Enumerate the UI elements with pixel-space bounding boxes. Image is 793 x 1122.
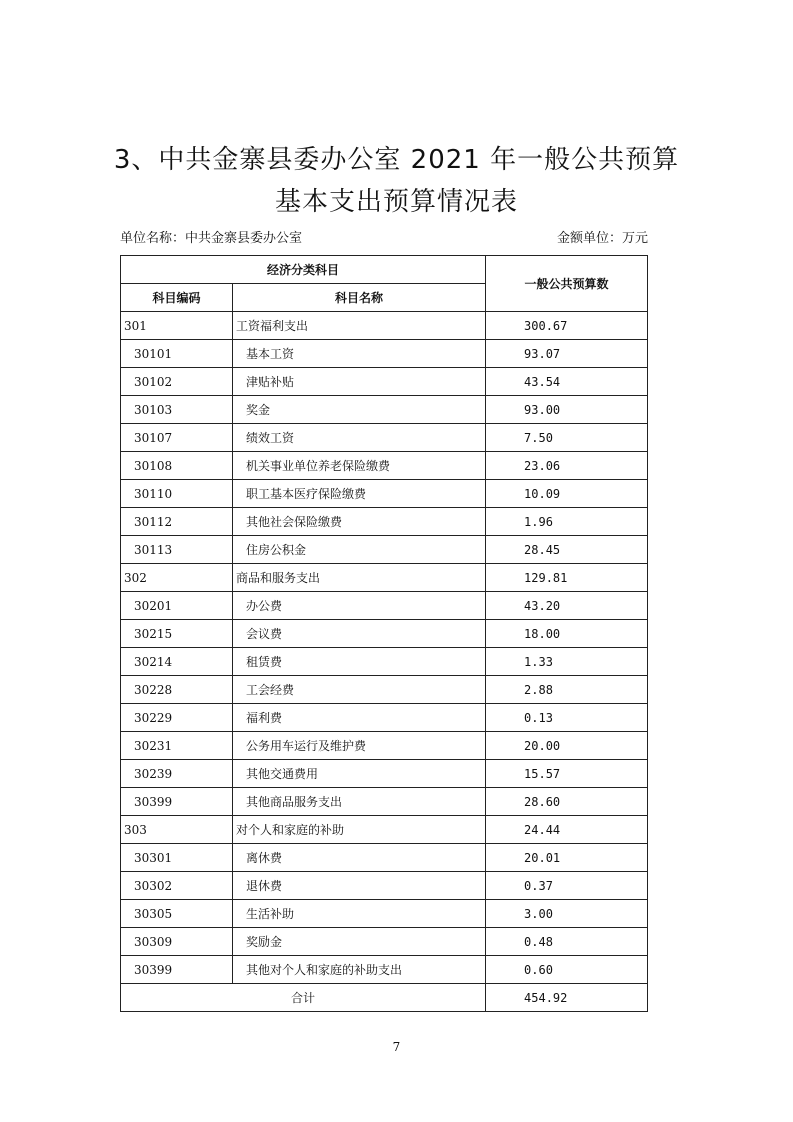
subject-name: 其他社会保险缴费 bbox=[233, 508, 486, 536]
budget-amount: 129.81 bbox=[486, 564, 648, 592]
total-row bbox=[121, 984, 648, 1012]
header-subject-code: 科目编码 bbox=[121, 284, 233, 312]
unit-name-label: 单位名称：中共金寨县委办公室 bbox=[120, 231, 303, 246]
table-row bbox=[121, 312, 648, 340]
budget-amount: 20.00 bbox=[486, 732, 648, 760]
subject-name: 工资福利支出 bbox=[233, 312, 486, 340]
subject-name: 基本工资 bbox=[233, 340, 486, 368]
header-budget-amount: 一般公共预算数 bbox=[486, 256, 648, 312]
budget-amount: 300.67 bbox=[486, 312, 648, 340]
table-row bbox=[121, 340, 648, 368]
subject-name: 其他交通费用 bbox=[233, 760, 486, 788]
budget-amount: 0.37 bbox=[486, 872, 648, 900]
subject-name: 公务用车运行及维护费 bbox=[233, 732, 486, 760]
table-row bbox=[121, 872, 648, 900]
total-amount: 454.92 bbox=[486, 984, 648, 1012]
budget-amount: 23.06 bbox=[486, 452, 648, 480]
subject-name: 商品和服务支出 bbox=[233, 564, 486, 592]
subject-name: 职工基本医疗保险缴费 bbox=[233, 480, 486, 508]
budget-amount: 43.20 bbox=[486, 592, 648, 620]
subject-code: 30113 bbox=[121, 536, 233, 564]
budget-amount: 3.00 bbox=[486, 900, 648, 928]
subject-code: 30302 bbox=[121, 872, 233, 900]
subject-name: 生活补助 bbox=[233, 900, 486, 928]
table-row bbox=[121, 816, 648, 844]
subject-name: 其他对个人和家庭的补助支出 bbox=[233, 956, 486, 984]
page-title-line-1: 3、中共金寨县委办公室 2021 年一般公共预算 bbox=[113, 145, 680, 175]
subject-name: 离休费 bbox=[233, 844, 486, 872]
subject-code: 30108 bbox=[121, 452, 233, 480]
subject-code: 303 bbox=[121, 816, 233, 844]
header-economic-category: 经济分类科目 bbox=[121, 256, 486, 284]
budget-amount: 24.44 bbox=[486, 816, 648, 844]
subject-code: 30239 bbox=[121, 760, 233, 788]
subject-name: 住房公积金 bbox=[233, 536, 486, 564]
subject-code: 30231 bbox=[121, 732, 233, 760]
subject-code: 30102 bbox=[121, 368, 233, 396]
table-row bbox=[121, 564, 648, 592]
subject-code: 30110 bbox=[121, 480, 233, 508]
budget-amount: 1.96 bbox=[486, 508, 648, 536]
subject-name: 租赁费 bbox=[233, 648, 486, 676]
table-row bbox=[121, 424, 648, 452]
budget-amount: 93.07 bbox=[486, 340, 648, 368]
page-number: 7 bbox=[392, 1040, 401, 1054]
table-row bbox=[121, 676, 648, 704]
subject-code: 30305 bbox=[121, 900, 233, 928]
table-row bbox=[121, 956, 648, 984]
table-row bbox=[121, 900, 648, 928]
table-row bbox=[121, 788, 648, 816]
table-row bbox=[121, 844, 648, 872]
budget-amount: 0.48 bbox=[486, 928, 648, 956]
table-row bbox=[121, 396, 648, 424]
subject-code: 30228 bbox=[121, 676, 233, 704]
table-row bbox=[121, 536, 648, 564]
subject-code: 30101 bbox=[121, 340, 233, 368]
subject-name: 奖励金 bbox=[233, 928, 486, 956]
subject-code: 30103 bbox=[121, 396, 233, 424]
subject-code: 30214 bbox=[121, 648, 233, 676]
table-row bbox=[121, 620, 648, 648]
budget-amount: 0.60 bbox=[486, 956, 648, 984]
table-meta bbox=[120, 228, 648, 250]
budget-amount: 15.57 bbox=[486, 760, 648, 788]
subject-name: 会议费 bbox=[233, 620, 486, 648]
budget-amount: 1.33 bbox=[486, 648, 648, 676]
budget-amount: 28.60 bbox=[486, 788, 648, 816]
budget-amount: 43.54 bbox=[486, 368, 648, 396]
table-row bbox=[121, 452, 648, 480]
table-row bbox=[121, 508, 648, 536]
budget-amount: 28.45 bbox=[486, 536, 648, 564]
header-subject-name: 科目名称 bbox=[233, 284, 486, 312]
subject-code: 30399 bbox=[121, 956, 233, 984]
budget-amount: 10.09 bbox=[486, 480, 648, 508]
budget-amount: 20.01 bbox=[486, 844, 648, 872]
subject-name: 工会经费 bbox=[233, 676, 486, 704]
budget-amount: 18.00 bbox=[486, 620, 648, 648]
table-row bbox=[121, 368, 648, 396]
budget-amount: 93.00 bbox=[486, 396, 648, 424]
table-row bbox=[121, 760, 648, 788]
table-body bbox=[121, 312, 648, 984]
subject-code: 30112 bbox=[121, 508, 233, 536]
table-header-row-1 bbox=[121, 256, 648, 284]
table-row bbox=[121, 704, 648, 732]
budget-amount: 2.88 bbox=[486, 676, 648, 704]
subject-name: 绩效工资 bbox=[233, 424, 486, 452]
subject-code: 30309 bbox=[121, 928, 233, 956]
amount-unit-label: 金额单位：万元 bbox=[556, 231, 648, 246]
subject-code: 302 bbox=[121, 564, 233, 592]
total-label: 合计 bbox=[121, 984, 486, 1012]
subject-code: 30107 bbox=[121, 424, 233, 452]
subject-code: 30301 bbox=[121, 844, 233, 872]
subject-name: 奖金 bbox=[233, 396, 486, 424]
budget-table bbox=[120, 255, 648, 1012]
subject-name: 福利费 bbox=[233, 704, 486, 732]
budget-amount: 7.50 bbox=[486, 424, 648, 452]
subject-name: 津贴补贴 bbox=[233, 368, 486, 396]
subject-name: 对个人和家庭的补助 bbox=[233, 816, 486, 844]
subject-code: 301 bbox=[121, 312, 233, 340]
page-title-line-2: 基本支出预算情况表 bbox=[274, 187, 518, 217]
subject-name: 机关事业单位养老保险缴费 bbox=[233, 452, 486, 480]
subject-code: 30229 bbox=[121, 704, 233, 732]
table-row bbox=[121, 732, 648, 760]
subject-code: 30201 bbox=[121, 592, 233, 620]
subject-name: 办公费 bbox=[233, 592, 486, 620]
table-row bbox=[121, 928, 648, 956]
budget-amount: 0.13 bbox=[486, 704, 648, 732]
table-row bbox=[121, 480, 648, 508]
subject-code: 30215 bbox=[121, 620, 233, 648]
subject-code: 30399 bbox=[121, 788, 233, 816]
subject-name: 退休费 bbox=[233, 872, 486, 900]
table-row bbox=[121, 648, 648, 676]
subject-name: 其他商品服务支出 bbox=[233, 788, 486, 816]
table-row bbox=[121, 592, 648, 620]
